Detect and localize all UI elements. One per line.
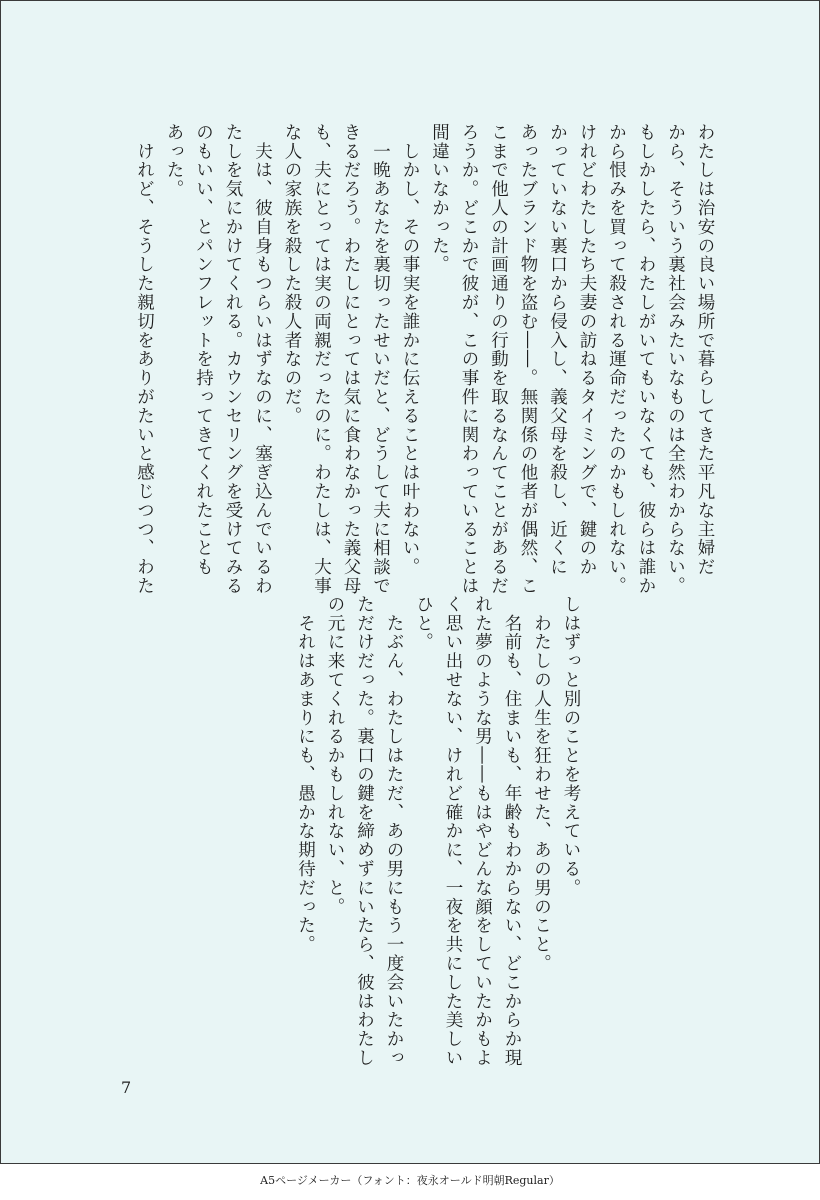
text-line: のもいい、とパンフレットを持ってきてくれたことも (193, 123, 214, 577)
text-line: たぶん、わたしはただ、あの男にもう一度会いたかっ (384, 595, 404, 1068)
text-line: きるだろう。わたしにとっては気に食わなかった義父母 (341, 123, 361, 596)
text-line: く思い出せない、けれど確かに、一夜を共にした美しい (443, 595, 463, 1068)
text-line: わたしの人生を狂わせた、あの男のこと。 (531, 595, 552, 973)
text-line: も、夫にとっては実の両親だったのに。わたしは、大事 (311, 123, 332, 596)
text-line: 間違いなかった。 (429, 123, 450, 275)
text-line: の元に来てくれるかもしれない、と。 (325, 595, 345, 917)
text-line: ひと。 (413, 595, 434, 652)
text-line: から、そういう裏社会みたいなものは全然わからない。 (665, 123, 686, 596)
text-line: あったブランド物を盗む――。無関係の他者が偶然、こ (518, 123, 538, 596)
text-line: しはずっと別のことを考えている。 (561, 595, 581, 898)
text-line: けれどわたしたち夫妻の訪ねるタイミングで、鍵のか (577, 123, 597, 577)
page-number: 7 (121, 1078, 132, 1097)
text-line: 名前も、住まいも、年齢もわからない、どこからか現 (502, 595, 522, 1068)
text-line: たしを気にかけてくれる。カウンセリングを受けてみる (223, 123, 243, 596)
upper-text-block (129, 123, 719, 596)
footer-caption: A5ページメーカー（フォント：夜永オールド明朝Regular） (260, 1174, 560, 1187)
text-line: 一晩あなたを裏切ったせいだと、どうして夫に相談で (370, 123, 391, 596)
text-line: こまで他人の計画通りの行動を取るなんてことがあるだ (488, 123, 509, 596)
text-line: ろうか。どこかで彼が、この事件に関わっていることは (459, 123, 479, 596)
text-line: かっていない裏口から侵入し、義父母を殺し、近くに (547, 123, 568, 577)
text-line: それはあまりにも、愚かな期待だった。 (295, 595, 316, 955)
text-line: あった。 (164, 123, 184, 199)
text-line: もしかしたら、わたしがいてもいなくても、彼らは誰か (636, 123, 656, 596)
text-line: しかし、その事実を誰かに伝えることは叶わない。 (400, 123, 420, 577)
text-line: な人の家族を殺した殺人者なのだ。 (282, 123, 302, 426)
text-line: から恨みを買って殺される運命だったのかもしれない。 (606, 123, 627, 596)
text-line: 夫は、彼自身もつらいはずなのに、塞ぎ込んでいるわ (252, 123, 273, 596)
text-line: ただけだった。裏口の鍵を締めずにいたら、彼はわたし (354, 595, 375, 1068)
lower-text-block (290, 595, 585, 1068)
text-line: わたしは治安の良い場所で暮らしてきた平凡な主婦だ (695, 123, 715, 577)
text-line: れた夢のような男――もはやどんな顔をしていたかもよ (472, 595, 493, 1068)
text-line: けれど、そうした親切をありがたいと感じつつ、わた (134, 123, 155, 596)
